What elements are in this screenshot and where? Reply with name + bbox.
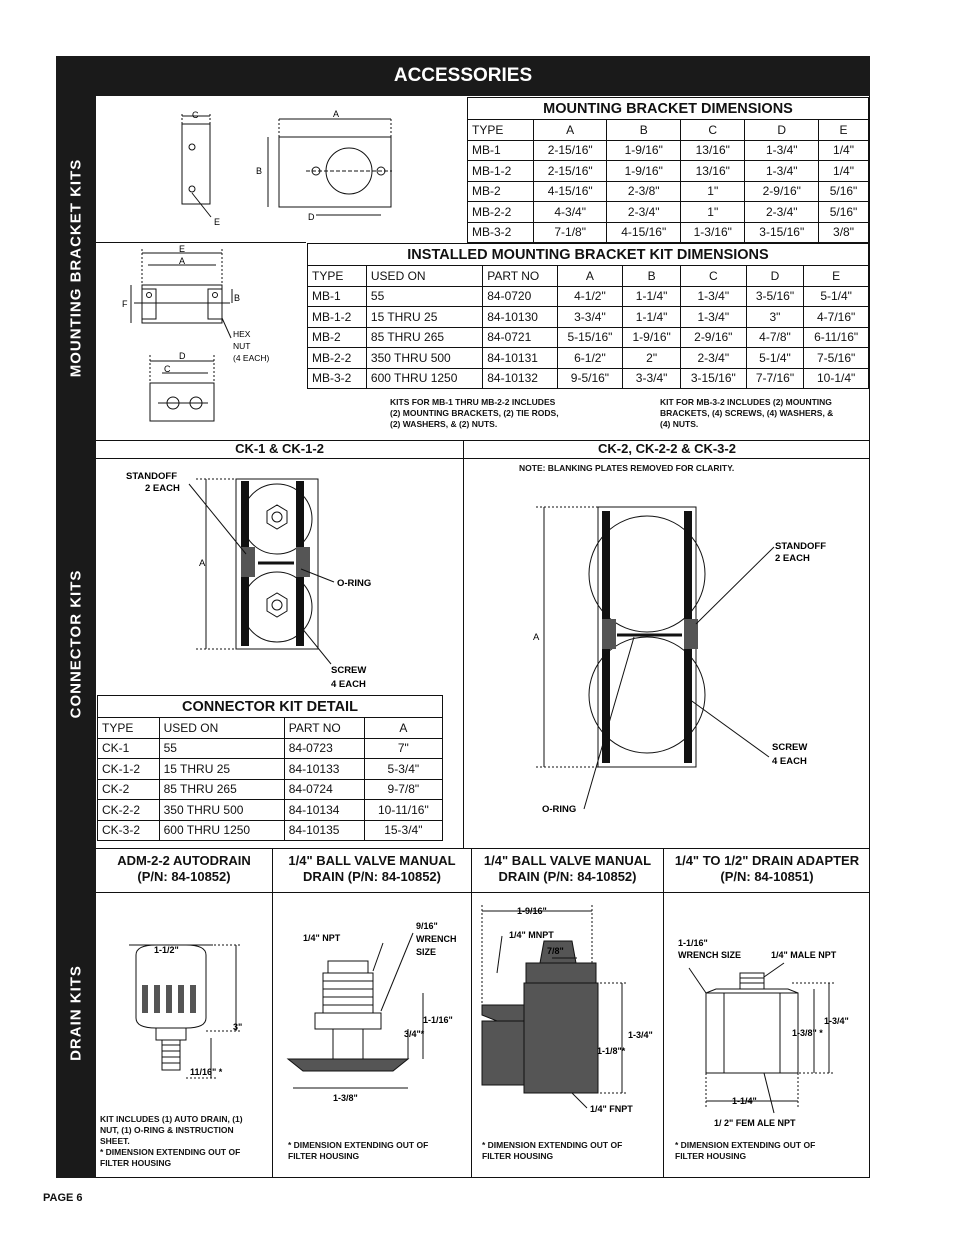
drain3-title-line1: 1/4" BALL VALVE MANUAL bbox=[483, 853, 652, 868]
drain3-note bbox=[482, 1140, 652, 1162]
note-line: FILTER HOUSING bbox=[288, 1151, 360, 1161]
table-cell: 1-9/16" bbox=[607, 140, 681, 161]
table-cell: 1-3/16" bbox=[681, 222, 745, 243]
drain3-fnpt: 1/4" FNPT bbox=[590, 1104, 633, 1114]
table-cell: 1-3/4" bbox=[745, 140, 819, 161]
drain2-title bbox=[273, 853, 471, 885]
table-header: E bbox=[804, 266, 869, 287]
table-row bbox=[98, 738, 443, 759]
table-cell: CK-1-2 bbox=[98, 759, 160, 780]
table-cell: CK-2 bbox=[98, 779, 160, 800]
table-cell: 84-0724 bbox=[284, 779, 364, 800]
table-cell: 5-15/16" bbox=[557, 327, 623, 348]
table-header: TYPE bbox=[468, 120, 534, 141]
table-cell: MB-2-2 bbox=[468, 202, 534, 223]
imb-label-hex: HEX bbox=[233, 329, 251, 339]
table-row bbox=[468, 202, 869, 223]
table-cell: 84-10131 bbox=[483, 348, 557, 369]
imb-label-d: D bbox=[179, 351, 186, 361]
ck-right-title: CK-2, CK-2-2 & CK-3-2 bbox=[598, 441, 736, 456]
table-cell: 350 THRU 500 bbox=[159, 800, 284, 821]
divider bbox=[96, 848, 870, 849]
table-cell: MB-2 bbox=[468, 181, 534, 202]
note-line: NUT, (1) O-RING & INSTRUCTION bbox=[100, 1125, 234, 1135]
table-cell: 85 THRU 265 bbox=[159, 779, 284, 800]
table-cell: MB-2-2 bbox=[308, 348, 367, 369]
drain1-width: 1-1/2" bbox=[154, 945, 179, 955]
table-cell: MB-2 bbox=[308, 327, 367, 348]
imb-label-e: E bbox=[179, 244, 186, 254]
table-row bbox=[98, 779, 443, 800]
drain3-mnpt: 1/4" MNPT bbox=[509, 930, 554, 940]
table-cell: 3-15/16" bbox=[745, 222, 819, 243]
installed-mounting-bracket-table bbox=[307, 243, 869, 389]
table-cell: CK-3-2 bbox=[98, 820, 160, 841]
table-row bbox=[98, 759, 443, 780]
table-cell: 600 THRU 1250 bbox=[159, 820, 284, 841]
table-cell: 6-1/2" bbox=[557, 348, 623, 369]
table-cell: 1-3/4" bbox=[745, 161, 819, 182]
note-line: FILTER HOUSING bbox=[675, 1151, 747, 1161]
table-cell: 600 THRU 1250 bbox=[366, 368, 482, 389]
ck2-oring: O-RING bbox=[542, 804, 577, 815]
imb-label-a: A bbox=[179, 256, 186, 266]
sidebar-drain-label: DRAIN KITS bbox=[67, 965, 85, 1061]
table-cell: 1-9/16" bbox=[623, 327, 681, 348]
drain2-wr3: SIZE bbox=[416, 947, 437, 957]
table-header: D bbox=[746, 266, 804, 287]
table-cell: 1-3/4" bbox=[680, 307, 746, 328]
drain1-height: 3" bbox=[233, 1022, 243, 1032]
note-line: (4) NUTS. bbox=[660, 419, 699, 429]
table-cell: CK-2-2 bbox=[98, 800, 160, 821]
table-row bbox=[308, 327, 869, 348]
ck2-screw: SCREW bbox=[772, 742, 808, 753]
table-cell: 1/4" bbox=[819, 140, 869, 161]
table-cell: 7-5/16" bbox=[804, 348, 869, 369]
table-cell: 1-1/4" bbox=[623, 286, 681, 307]
drain1-title bbox=[96, 853, 272, 885]
table-cell: 3-3/4" bbox=[623, 368, 681, 389]
ck-left-title: CK-1 & CK-1-2 bbox=[235, 441, 324, 456]
drain3-d78: 7/8" bbox=[547, 946, 564, 956]
ck2-screw-each: 4 EACH bbox=[772, 756, 807, 767]
drain2-note bbox=[288, 1140, 458, 1162]
table-header: PART NO bbox=[284, 718, 364, 739]
drain1-note bbox=[100, 1114, 266, 1169]
table-cell: 10-11/16" bbox=[364, 800, 442, 821]
mb-dims-title: MOUNTING BRACKET DIMENSIONS bbox=[468, 98, 869, 120]
table-header: USED ON bbox=[366, 266, 482, 287]
table-cell: 3-3/4" bbox=[557, 307, 623, 328]
table-cell: 15-3/4" bbox=[364, 820, 442, 841]
drain2-d116: 1-1/16" bbox=[423, 1015, 453, 1025]
drain4-male: 1/4" MALE NPT bbox=[771, 950, 837, 960]
ck1-screw-each: 4 EACH bbox=[331, 679, 366, 690]
table-cell: 15 THRU 25 bbox=[159, 759, 284, 780]
table-cell: MB-3-2 bbox=[468, 222, 534, 243]
drain4-d138: 1-3/8" * bbox=[792, 1028, 823, 1038]
ck2-standoff: STANDOFF bbox=[775, 541, 827, 552]
table-cell: 84-10130 bbox=[483, 307, 557, 328]
table-cell: 2-9/16" bbox=[680, 327, 746, 348]
drain2-d138: 1-3/8" bbox=[333, 1093, 358, 1103]
table-cell: 9-7/8" bbox=[364, 779, 442, 800]
drain3-d118: 1-1/8"* bbox=[597, 1046, 626, 1056]
imb-label-b: B bbox=[234, 293, 241, 303]
note-line: * DIMENSION EXTENDING OUT OF bbox=[288, 1140, 429, 1150]
table-cell: 7" bbox=[364, 738, 442, 759]
note-line: FILTER HOUSING bbox=[100, 1158, 172, 1168]
table-header: A bbox=[364, 718, 442, 739]
sidebar-mounting-label: MOUNTING BRACKET KITS bbox=[67, 158, 85, 378]
sidebar-connector bbox=[56, 440, 96, 848]
mb-label-d: D bbox=[308, 212, 315, 222]
table-cell: 1" bbox=[681, 181, 745, 202]
drain2-title-line1: 1/4" BALL VALVE MANUAL bbox=[288, 853, 456, 868]
mb-label-c: C bbox=[192, 110, 199, 120]
drain1-title-line2: (P/N: 84-10852) bbox=[137, 869, 231, 884]
note-line: FILTER HOUSING bbox=[482, 1151, 554, 1161]
ck2-a: A bbox=[533, 632, 540, 643]
drain4-d114: 1-1/4" bbox=[732, 1096, 757, 1106]
drain2-d34: 3/4"* bbox=[404, 1029, 425, 1039]
table-cell: 3/8" bbox=[819, 222, 869, 243]
table-header: TYPE bbox=[98, 718, 160, 739]
drain4-title bbox=[664, 853, 870, 885]
table-cell: 10-1/4" bbox=[804, 368, 869, 389]
table-header: B bbox=[607, 120, 681, 141]
note-line: (2) WASHERS, & (2) NUTS. bbox=[390, 419, 498, 429]
table-header: C bbox=[681, 120, 745, 141]
table-header: PART NO bbox=[483, 266, 557, 287]
table-cell: 2-3/4" bbox=[607, 202, 681, 223]
table-cell: 4-1/2" bbox=[557, 286, 623, 307]
installed-bracket-diagram bbox=[96, 243, 306, 438]
table-row bbox=[308, 286, 869, 307]
table-cell: 2-3/4" bbox=[745, 202, 819, 223]
drain1-ext: 11/16" * bbox=[190, 1067, 223, 1077]
table-cell: 2-3/8" bbox=[607, 181, 681, 202]
drain2-title-line2: DRAIN (P/N: 84-10852) bbox=[303, 869, 441, 884]
table-header: USED ON bbox=[159, 718, 284, 739]
table-cell: 5/16" bbox=[819, 202, 869, 223]
sidebar-mounting bbox=[56, 96, 96, 440]
connector-kit-detail-table bbox=[97, 695, 443, 841]
drain4-d134: 1-3/4" bbox=[824, 1016, 849, 1026]
table-cell: 2" bbox=[623, 348, 681, 369]
table-cell: MB-1 bbox=[308, 286, 367, 307]
table-cell: 2-15/16" bbox=[533, 140, 607, 161]
table-cell: 4-15/16" bbox=[607, 222, 681, 243]
imb-label-nut: NUT bbox=[233, 341, 251, 351]
drain3-width: 1-9/16" bbox=[517, 906, 547, 916]
note-line: KITS FOR MB-1 THRU MB-2-2 INCLUDES bbox=[390, 397, 556, 407]
mounting-bracket-dimensions-table bbox=[467, 97, 869, 243]
imb-dims-title: INSTALLED MOUNTING BRACKET KIT DIMENSIONS bbox=[308, 244, 869, 266]
note-line: BRACKETS, (4) SCREWS, (4) WASHERS, & bbox=[660, 408, 834, 418]
kit-note-left bbox=[390, 397, 630, 430]
note-line: (2) MOUNTING BRACKETS, (2) TIE RODS, bbox=[390, 408, 559, 418]
table-cell: 2-9/16" bbox=[745, 181, 819, 202]
table-header: A bbox=[533, 120, 607, 141]
note-line: SHEET. bbox=[100, 1136, 130, 1146]
table-cell: MB-3-2 bbox=[308, 368, 367, 389]
table-cell: 84-10132 bbox=[483, 368, 557, 389]
drain4-title-line2: (P/N: 84-10851) bbox=[720, 869, 814, 884]
ck-detail-title: CONNECTOR KIT DETAIL bbox=[98, 696, 443, 718]
imb-label-c: C bbox=[164, 364, 171, 374]
drain-adapter-diagram bbox=[664, 893, 870, 1133]
drain4-wr2: WRENCH SIZE bbox=[678, 950, 741, 960]
table-cell: 84-0723 bbox=[284, 738, 364, 759]
table-cell: 2-15/16" bbox=[533, 161, 607, 182]
note-line: * DIMENSION EXTENDING OUT OF bbox=[482, 1140, 623, 1150]
table-cell: 84-0720 bbox=[483, 286, 557, 307]
table-header: TYPE bbox=[308, 266, 367, 287]
note-line: * DIMENSION EXTENDING OUT OF bbox=[675, 1140, 816, 1150]
table-cell: 4-7/8" bbox=[746, 327, 804, 348]
table-header: D bbox=[745, 120, 819, 141]
note-line: * DIMENSION EXTENDING OUT OF bbox=[100, 1147, 241, 1157]
page-title: ACCESSORIES bbox=[56, 56, 870, 96]
drain2-wr1: 9/16" bbox=[416, 921, 438, 931]
table-cell: 13/16" bbox=[681, 140, 745, 161]
drain1-title-line1: ADM-2-2 AUTODRAIN bbox=[117, 853, 251, 868]
ck-1-diagram bbox=[96, 459, 463, 694]
table-cell: MB-1-2 bbox=[468, 161, 534, 182]
table-row bbox=[468, 140, 869, 161]
ck2-standoff-each: 2 EACH bbox=[775, 553, 810, 564]
ck-2-diagram bbox=[464, 459, 870, 847]
ck1-standoff: STANDOFF bbox=[126, 471, 178, 482]
ck1-screw: SCREW bbox=[331, 665, 367, 676]
ball-valve-diagram-1 bbox=[273, 893, 471, 1108]
table-row bbox=[98, 800, 443, 821]
table-row bbox=[308, 348, 869, 369]
drain3-title bbox=[472, 853, 663, 885]
ck2-note: NOTE: BLANKING PLATES REMOVED FOR CLARITY. bbox=[519, 463, 735, 473]
table-header-row bbox=[468, 120, 869, 141]
ball-valve-diagram-2 bbox=[472, 893, 663, 1133]
mb-label-e: E bbox=[214, 217, 221, 227]
table-header: C bbox=[680, 266, 746, 287]
table-cell: 1-3/4" bbox=[680, 286, 746, 307]
drain4-note bbox=[675, 1140, 855, 1162]
note-line: KIT INCLUDES (1) AUTO DRAIN, (1) bbox=[100, 1114, 243, 1124]
table-cell: 7-7/16" bbox=[746, 368, 804, 389]
imb-label-each: (4 EACH) bbox=[233, 353, 270, 363]
table-header: E bbox=[819, 120, 869, 141]
table-cell: 1-1/4" bbox=[623, 307, 681, 328]
ck1-standoff-each: 2 EACH bbox=[145, 483, 180, 494]
sidebar-connector-label: CONNECTOR KITS bbox=[67, 569, 85, 719]
drain4-wr1: 1-1/16" bbox=[678, 938, 708, 948]
table-cell: 5-1/4" bbox=[804, 286, 869, 307]
table-cell: 84-10134 bbox=[284, 800, 364, 821]
table-cell: 1-9/16" bbox=[607, 161, 681, 182]
table-cell: 55 bbox=[366, 286, 482, 307]
table-cell: 7-1/8" bbox=[533, 222, 607, 243]
autodrain-diagram bbox=[96, 893, 272, 1108]
table-cell: 3-5/16" bbox=[746, 286, 804, 307]
ck1-oring: O-RING bbox=[337, 578, 372, 589]
table-row bbox=[308, 307, 869, 328]
imb-label-f: F bbox=[122, 299, 128, 309]
mb-label-a: A bbox=[333, 109, 340, 119]
table-cell: MB-1-2 bbox=[308, 307, 367, 328]
table-cell: 84-10135 bbox=[284, 820, 364, 841]
table-cell: 9-5/16" bbox=[557, 368, 623, 389]
table-cell: 3" bbox=[746, 307, 804, 328]
table-cell: MB-1 bbox=[468, 140, 534, 161]
kit-note-right bbox=[660, 397, 865, 430]
table-cell: 5-3/4" bbox=[364, 759, 442, 780]
page-number: PAGE 6 bbox=[43, 1192, 83, 1204]
table-row bbox=[468, 181, 869, 202]
table-cell: 3-15/16" bbox=[680, 368, 746, 389]
table-row bbox=[468, 222, 869, 243]
table-cell: CK-1 bbox=[98, 738, 160, 759]
drain4-female: 1/ 2" FEM ALE NPT bbox=[714, 1118, 796, 1128]
note-line: KIT FOR MB-3-2 INCLUDES (2) MOUNTING bbox=[660, 397, 832, 407]
table-cell: 1/4" bbox=[819, 161, 869, 182]
table-cell: 1" bbox=[681, 202, 745, 223]
table-cell: 4-7/16" bbox=[804, 307, 869, 328]
table-header: A bbox=[557, 266, 623, 287]
table-cell: 4-3/4" bbox=[533, 202, 607, 223]
table-cell: 84-10133 bbox=[284, 759, 364, 780]
drain2-wr2: WRENCH bbox=[416, 934, 457, 944]
table-cell: 5-1/4" bbox=[746, 348, 804, 369]
table-cell: 2-3/4" bbox=[680, 348, 746, 369]
ck1-a: A bbox=[199, 558, 206, 569]
table-row bbox=[468, 161, 869, 182]
table-cell: 4-15/16" bbox=[533, 181, 607, 202]
table-cell: 55 bbox=[159, 738, 284, 759]
table-cell: 15 THRU 25 bbox=[366, 307, 482, 328]
table-cell: 85 THRU 265 bbox=[366, 327, 482, 348]
sidebar-drain bbox=[56, 848, 96, 1178]
table-cell: 84-0721 bbox=[483, 327, 557, 348]
drain4-title-line1: 1/4" TO 1/2" DRAIN ADAPTER bbox=[674, 853, 860, 868]
table-cell: 6-11/16" bbox=[804, 327, 869, 348]
table-header-row bbox=[308, 266, 869, 287]
drain3-d134: 1-3/4" bbox=[628, 1030, 653, 1040]
table-header-row bbox=[98, 718, 443, 739]
drain3-title-line2: DRAIN (P/N: 84-10852) bbox=[498, 869, 637, 884]
mb-label-b: B bbox=[256, 166, 263, 176]
table-cell: 350 THRU 500 bbox=[366, 348, 482, 369]
table-cell: 5/16" bbox=[819, 181, 869, 202]
table-row bbox=[98, 820, 443, 841]
drain2-npt: 1/4" NPT bbox=[303, 933, 341, 943]
table-header: B bbox=[623, 266, 681, 287]
table-row bbox=[308, 368, 869, 389]
table-cell: 13/16" bbox=[681, 161, 745, 182]
mounting-bracket-diagram bbox=[96, 97, 466, 242]
